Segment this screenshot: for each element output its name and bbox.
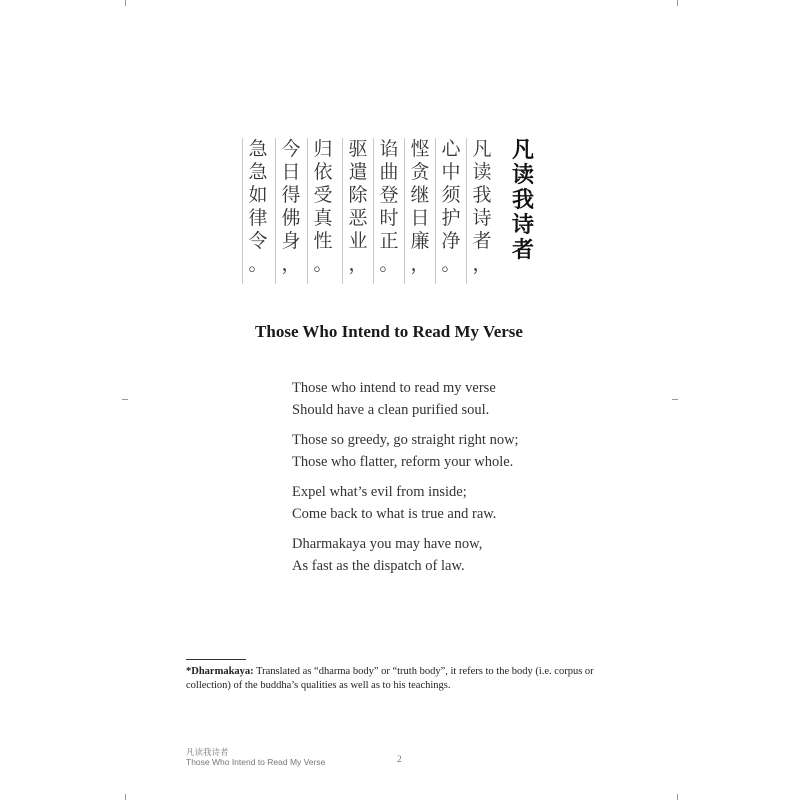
- chinese-character: 心: [441, 138, 461, 160]
- chinese-character: 得: [281, 184, 301, 206]
- chinese-character: 业: [348, 230, 368, 252]
- chinese-poem: [240, 138, 540, 284]
- chinese-character: 真: [313, 207, 333, 229]
- chinese-character: 凡: [472, 138, 492, 160]
- stanza: [292, 429, 612, 473]
- chinese-character: 者: [511, 238, 534, 263]
- crop-mark: [125, 0, 126, 6]
- stanza: [292, 533, 612, 577]
- footnote-term: *Dharmakaya:: [186, 666, 254, 677]
- chinese-character: 凡: [511, 138, 534, 163]
- chinese-character: 净: [441, 230, 461, 252]
- crop-mark: [125, 794, 126, 800]
- chinese-character: ，: [348, 253, 368, 275]
- chinese-character: 正: [379, 230, 399, 252]
- crop-mark: [122, 399, 128, 400]
- chinese-character: 。: [248, 253, 268, 275]
- chinese-character: 律: [248, 207, 268, 229]
- chinese-character: 诗: [511, 213, 534, 238]
- chinese-character: 护: [441, 207, 461, 229]
- chinese-character: 。: [313, 253, 333, 275]
- stanza: [292, 481, 612, 525]
- chinese-character: 急: [248, 138, 268, 160]
- chinese-character: 中: [441, 161, 461, 183]
- chinese-character: 受: [313, 184, 333, 206]
- chinese-character: 急: [248, 161, 268, 183]
- chinese-character: 恶: [348, 207, 368, 229]
- footnote-text: Translated as “dharma body” or “truth body”, it refers to the body (i.e. corpus or collection) of the buddha’s qualities as well as to his teachings.: [186, 666, 594, 691]
- chinese-character: 。: [441, 253, 461, 275]
- chinese-character: 廉: [410, 230, 430, 252]
- chinese-poem-line: [342, 138, 373, 284]
- chinese-poem-line: [275, 138, 306, 284]
- stanza-line: As fast as the dispatch of law.: [292, 558, 465, 574]
- chinese-character: 身: [281, 230, 301, 252]
- chinese-character: 佛: [281, 207, 301, 229]
- stanza-line: Dharmakaya you may have now,: [292, 536, 483, 552]
- chinese-poem-line: [435, 138, 466, 284]
- chinese-character: 令: [248, 230, 268, 252]
- chinese-character: 悭: [410, 138, 430, 160]
- chinese-character: 时: [379, 207, 399, 229]
- chinese-character: 谄: [379, 138, 399, 160]
- english-title: Those Who Intend to Read My Verse: [255, 322, 523, 341]
- chinese-character: ，: [410, 253, 430, 275]
- footnote-rule: [186, 659, 246, 660]
- chinese-poem-line: [373, 138, 404, 284]
- chinese-poem-line: [242, 138, 273, 284]
- stanza-line: Expel what’s evil from inside;: [292, 484, 467, 500]
- stanza: [292, 377, 612, 421]
- running-header-chinese: 凡读我诗者: [186, 748, 229, 758]
- chinese-character: 读: [511, 163, 534, 188]
- chinese-poem-line: [466, 138, 497, 284]
- chinese-character: 贪: [410, 161, 430, 183]
- chinese-character: ，: [281, 253, 301, 275]
- chinese-poem-line: [404, 138, 435, 284]
- stanza-line: Those who intend to read my verse: [292, 380, 496, 396]
- page-number: 2: [397, 755, 402, 765]
- chinese-poem-title: [508, 138, 538, 284]
- chinese-character: 归: [313, 138, 333, 160]
- chinese-character: 登: [379, 184, 399, 206]
- chinese-character: 诗: [472, 207, 492, 229]
- chinese-character: 我: [511, 188, 534, 213]
- chinese-character: 曲: [379, 161, 399, 183]
- chinese-character: 我: [472, 184, 492, 206]
- chinese-character: 日: [410, 207, 430, 229]
- chinese-character: 今: [281, 138, 301, 160]
- chinese-character: 驱: [348, 138, 368, 160]
- stanza-line: Those who flatter, reform your whole.: [292, 454, 514, 470]
- chinese-character: 。: [379, 253, 399, 275]
- chinese-character: ，: [472, 253, 492, 275]
- chinese-character: 日: [281, 161, 301, 183]
- running-header-english: Those Who Intend to Read My Verse: [186, 757, 326, 767]
- chinese-character: 除: [348, 184, 368, 206]
- chinese-character: 遣: [348, 161, 368, 183]
- stanza-line: Come back to what is true and raw.: [292, 506, 497, 522]
- english-poem: [292, 377, 612, 585]
- chinese-poem-line: [307, 138, 338, 284]
- crop-mark: [677, 0, 678, 6]
- stanza-line: Those so greedy, go straight right now;: [292, 432, 519, 448]
- chinese-character: 性: [313, 230, 333, 252]
- chinese-character: 者: [472, 230, 492, 252]
- chinese-character: 继: [410, 184, 430, 206]
- chinese-character: 须: [441, 184, 461, 206]
- stanza-line: Should have a clean purified soul.: [292, 402, 490, 418]
- crop-mark: [672, 399, 678, 400]
- chinese-character: 依: [313, 161, 333, 183]
- footnote: [186, 665, 596, 693]
- chinese-character: 读: [472, 161, 492, 183]
- crop-mark: [677, 794, 678, 800]
- chinese-character: 如: [248, 184, 268, 206]
